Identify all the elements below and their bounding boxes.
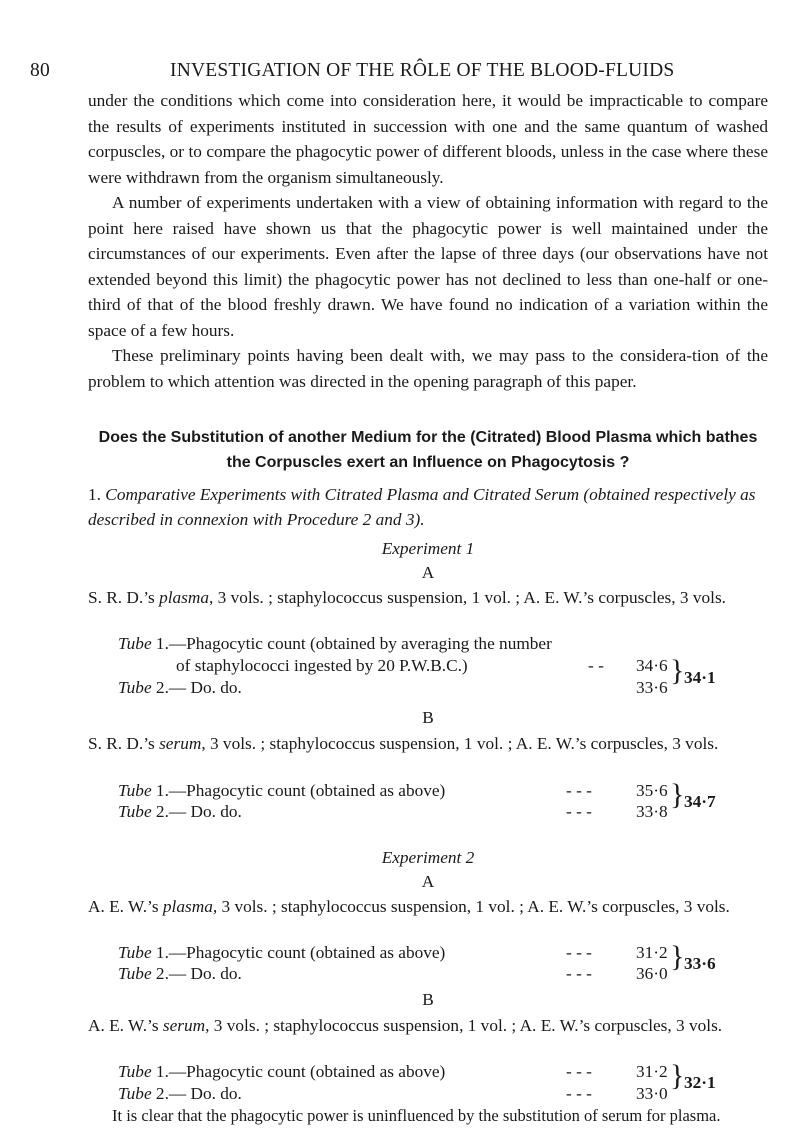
intro-paragraph: These preliminary points having been dealt with, we may pass to the considera-tion of the problem to which attention was directed in the opening paragraph of this paper. [88, 346, 768, 391]
leader-dashes: - - - [566, 964, 592, 983]
tube-1-line: Tube 1.—Phagocytic count (obtained as above) [118, 1062, 446, 1081]
part-letter: A [421, 563, 435, 582]
conclusion-paragraph: It is clear that the phagocytic power is uninfluenced by the substitution of serum for plasma. [112, 1106, 721, 1125]
part-description: S. R. D.’s plasma, 3 vols. ; staphylococcus suspension, 1 vol. ; A. E. W.’s corpuscles, 3 vols. [88, 588, 726, 607]
mean-value: 34·7 [684, 792, 716, 811]
tube-1-value: 35·6 [636, 781, 668, 800]
part-description: A. E. W.’s plasma, 3 vols. ; staphylococcus suspension, 1 vol. ; A. E. W.’s corpuscles, 3 vols. [88, 897, 730, 916]
intro-paragraph: A number of experiments undertaken with a view of obtaining information with regard to the point here raised have shown us that the phagocytic power is well maintained under the circumstances of our experiments. Even after the lapse of three days (our observations have not extended beyond this limit) the phagocytic power has not declined to less than one-half or one-third of that of the blood freshly drawn. We have found no indication of a variation within the space of a few hours. [88, 193, 768, 340]
leader-dashes: - - - [566, 1084, 592, 1103]
part-letter: B [422, 708, 434, 727]
brace: } [670, 940, 685, 973]
subsection-heading [88, 482, 768, 532]
subsection-text: Comparative Experiments with Citrated Plasma and Citrated Serum (obtained respectively as described in connexion with Procedure 2 and 3). [88, 485, 756, 529]
tube-2-line: Tube 2.— Do. do. [118, 678, 242, 697]
tube-1-value: 31·2 [636, 1062, 668, 1081]
tube-2-line: Tube 2.— Do. do. [118, 1084, 242, 1103]
tube-2-value: 33·0 [636, 1084, 668, 1103]
tube-1-continuation: of staphylococci ingested by 20 P.W.B.C.) [176, 656, 468, 675]
tube-1-line: Tube 1.—Phagocytic count (obtained as above) [118, 781, 446, 800]
tube-1-line: Tube 1.—Phagocytic count (obtained by averaging the number [118, 634, 552, 653]
page-number: 80 [30, 60, 50, 81]
section-heading: Does the Substitution of another Medium for the (Citrated) Blood Plasma which bathes the Corpuscles exert an Influence on Phagocytosis ? [98, 429, 758, 471]
intro-paragraph: under the conditions which come into consideration here, it would be impracticable to compare the results of experiments instituted in succession with one and the same quantum of washed corpuscles, or to compare the phagocytic power of different bloods, unless in the case where these were withdrawn from the organism simultaneously. [88, 91, 768, 187]
experiment-title: Experiment 2 [381, 848, 475, 867]
tube-1-value: 31·2 [636, 943, 668, 962]
leader-dashes: - - - [566, 943, 592, 962]
brace: } [670, 778, 685, 811]
mean-value: 32·1 [684, 1073, 716, 1092]
leader-dashes: - - - [566, 802, 592, 821]
intro-text [88, 88, 768, 394]
part-letter: A [421, 872, 435, 891]
brace: } [670, 1059, 685, 1092]
tube-2-line: Tube 2.— Do. do. [118, 964, 242, 983]
tube-2-line: Tube 2.— Do. do. [118, 802, 242, 821]
mean-value: 33·6 [684, 954, 716, 973]
running-title: INVESTIGATION OF THE RÔLE OF THE BLOOD-FLUIDS [170, 60, 675, 81]
conclusion [88, 1106, 768, 1125]
part-description: S. R. D.’s serum, 3 vols. ; staphylococcus suspension, 1 vol. ; A. E. W.’s corpuscles, 3 vols. [88, 734, 719, 753]
subsection-number: 1. [88, 485, 101, 504]
part-description: A. E. W.’s serum, 3 vols. ; staphylococcus suspension, 1 vol. ; A. E. W.’s corpuscles, 3 vols. [88, 1016, 723, 1035]
tube-1-line: Tube 1.—Phagocytic count (obtained as above) [118, 943, 446, 962]
tube-2-value: 36·0 [636, 964, 668, 983]
leader-dashes: - - - [566, 1062, 592, 1081]
leader-dashes: - - - [566, 781, 592, 800]
tube-2-value: 33·8 [636, 802, 668, 821]
tube-1-value: 34·6 [636, 656, 668, 675]
part-letter: B [422, 990, 434, 1009]
leader-dashes: - - [588, 656, 604, 675]
brace: } [670, 654, 685, 687]
tube-2-value: 33·6 [636, 678, 668, 697]
experiment-title: Experiment 1 [381, 539, 475, 558]
mean-value: 34·1 [684, 668, 716, 687]
